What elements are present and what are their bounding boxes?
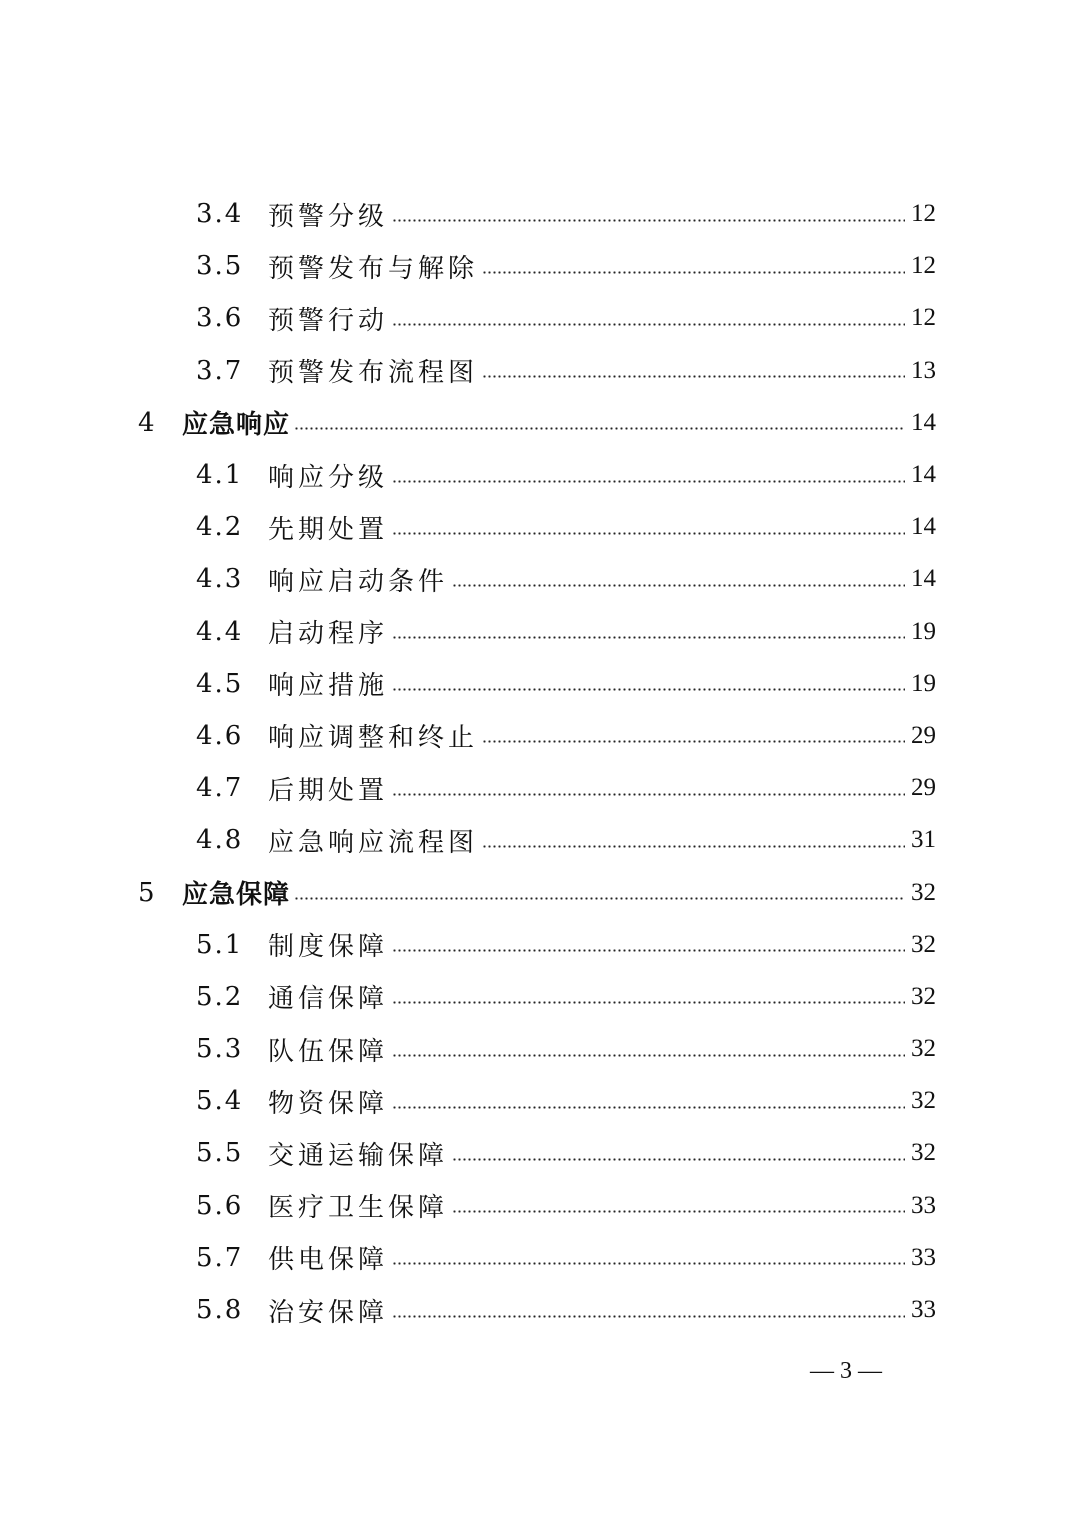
dot-leader [482, 375, 905, 378]
dot-leader [392, 480, 905, 483]
toc-entry-number: 4.6 [196, 720, 244, 751]
page-number: — 3 — [810, 1358, 882, 1384]
dot-leader [392, 219, 905, 222]
toc-entry-page: 32 [911, 1087, 936, 1115]
toc-entry-body [268, 457, 936, 494]
toc-entry-number: 5.4 [196, 1086, 244, 1117]
toc-chapter-title: 应急保障 [182, 880, 291, 911]
toc-entry-title: 启动程序 [268, 619, 389, 650]
dot-leader [294, 897, 905, 900]
toc-entry-body [268, 1031, 936, 1068]
toc-entry-page: 32 [911, 1035, 936, 1063]
toc-entry-number: 3.6 [196, 303, 244, 334]
toc-entry[interactable] [0, 188, 1074, 240]
toc-entry-title: 响应分级 [268, 462, 389, 493]
toc-entry-title: 预警分级 [268, 201, 389, 232]
toc-entry-page: 32 [911, 930, 936, 958]
dot-leader [452, 1210, 905, 1213]
toc-entry-page: 33 [911, 1191, 936, 1219]
toc-entry[interactable] [0, 240, 1074, 292]
toc-entry[interactable] [0, 1180, 1074, 1232]
toc-chapter-body [182, 404, 936, 441]
dot-leader [294, 427, 905, 430]
toc-entry-body [268, 1292, 936, 1329]
dot-leader [482, 740, 905, 743]
toc-entry-number: 4.3 [196, 564, 244, 595]
toc-entry-title: 响应措施 [268, 671, 389, 702]
toc-entry-number: 3.5 [196, 251, 244, 282]
toc-entry-page: 32 [911, 1139, 936, 1167]
toc-entry-number: 4.2 [196, 512, 244, 543]
toc-entry-number: 5.8 [196, 1295, 244, 1326]
toc-entry-body [268, 352, 936, 389]
toc-entry-page: 12 [911, 252, 936, 280]
toc-entry-body [268, 717, 936, 754]
dot-leader [392, 1106, 905, 1109]
dot-leader [392, 323, 905, 326]
toc-entry[interactable] [0, 1127, 1074, 1179]
toc-chapter[interactable] [0, 397, 1074, 449]
toc-entry-body [268, 1239, 936, 1276]
toc-entry-title: 物资保障 [268, 1088, 389, 1119]
toc-entry-number: 4.1 [196, 460, 244, 491]
dot-leader [482, 845, 905, 848]
toc-entry[interactable] [0, 919, 1074, 971]
dot-leader [392, 1262, 905, 1265]
toc-entry-body [268, 196, 936, 233]
toc-entry-body [268, 509, 936, 546]
toc-entry-number: 4.4 [196, 616, 244, 647]
toc-entry-body [268, 665, 936, 702]
dot-leader [482, 271, 905, 274]
toc-entry-page: 29 [911, 774, 936, 802]
toc-entry-page: 14 [911, 565, 936, 593]
dot-leader [392, 1315, 905, 1318]
toc-entry-number: 3.7 [196, 355, 244, 386]
dot-leader [392, 949, 905, 952]
toc-entry-page: 31 [911, 826, 936, 854]
toc-entry-page: 29 [911, 721, 936, 749]
toc-entry-title: 后期处置 [268, 775, 389, 806]
toc-entry-title: 先期处置 [268, 514, 389, 545]
toc-entry-body [268, 1083, 936, 1120]
dot-leader [392, 688, 905, 691]
toc-entry-body [268, 978, 936, 1015]
toc-chapter[interactable] [0, 866, 1074, 918]
toc-chapter-number: 5 [138, 877, 157, 908]
toc-chapter-page: 14 [911, 408, 936, 436]
toc-entry-title: 医疗卫生保障 [268, 1193, 449, 1224]
dot-leader [392, 1001, 905, 1004]
toc-entry-number: 4.7 [196, 773, 244, 804]
toc-entry-title: 治安保障 [268, 1297, 389, 1328]
toc-entry-body [268, 613, 936, 650]
toc-entry[interactable] [0, 606, 1074, 658]
toc-entry-page: 32 [911, 982, 936, 1010]
toc-entry-body [268, 822, 936, 859]
toc-entry-page: 19 [911, 617, 936, 645]
toc-entry-body [268, 561, 936, 598]
dot-leader [392, 793, 905, 796]
toc-entry-title: 预警发布与解除 [268, 253, 479, 284]
toc-entry-page: 14 [911, 461, 936, 489]
toc-entry-body [268, 770, 936, 807]
toc-entry[interactable] [0, 449, 1074, 501]
toc-entry-title: 通信保障 [268, 984, 389, 1015]
toc-entry-body [268, 1135, 936, 1172]
toc-entry[interactable] [0, 501, 1074, 553]
dot-leader [452, 584, 905, 587]
toc-chapter-title: 应急响应 [182, 410, 291, 441]
toc-entry[interactable] [0, 658, 1074, 710]
toc-entry-page: 14 [911, 513, 936, 541]
toc-chapter-page: 32 [911, 878, 936, 906]
toc-entry-title: 预警行动 [268, 305, 389, 336]
toc-entry-page: 19 [911, 669, 936, 697]
toc-entry-number: 5.6 [196, 1190, 244, 1221]
toc-entry-page: 33 [911, 1243, 936, 1271]
toc-entry-page: 13 [911, 356, 936, 384]
dot-leader [392, 1054, 905, 1057]
toc-entry-number: 4.5 [196, 668, 244, 699]
dot-leader [452, 1158, 905, 1161]
toc-entry-page: 33 [911, 1296, 936, 1324]
toc-chapter-number: 4 [138, 407, 157, 438]
toc-entry-title: 队伍保障 [268, 1036, 389, 1067]
toc-entry-title: 交通运输保障 [268, 1140, 449, 1171]
toc-entry[interactable] [0, 1075, 1074, 1127]
toc-entry-body [268, 926, 936, 963]
toc-entry-title: 供电保障 [268, 1245, 389, 1276]
toc-entry-page: 12 [911, 304, 936, 332]
toc-entry[interactable] [0, 1023, 1074, 1075]
toc-entry-number: 4.8 [196, 825, 244, 856]
toc-entry[interactable] [0, 1232, 1074, 1284]
toc-entry-title: 响应启动条件 [268, 566, 449, 597]
dot-leader [392, 532, 905, 535]
toc-chapter-body [182, 874, 936, 911]
toc-entry[interactable] [0, 553, 1074, 605]
toc-entry[interactable] [0, 1284, 1074, 1336]
toc-entry-title: 预警发布流程图 [268, 358, 479, 389]
toc-entry-body [268, 248, 936, 285]
table-of-contents [0, 188, 1074, 1336]
toc-entry-number: 3.4 [196, 199, 244, 230]
toc-entry-body [268, 300, 936, 337]
toc-entry[interactable] [0, 292, 1074, 344]
toc-entry-number: 5.2 [196, 981, 244, 1012]
toc-entry-number: 5.1 [196, 929, 244, 960]
toc-entry[interactable] [0, 814, 1074, 866]
toc-entry-number: 5.5 [196, 1138, 244, 1169]
dot-leader [392, 636, 905, 639]
toc-entry[interactable] [0, 762, 1074, 814]
toc-entry-page: 12 [911, 200, 936, 228]
toc-entry-title: 响应调整和终止 [268, 723, 479, 754]
toc-entry[interactable] [0, 971, 1074, 1023]
toc-entry[interactable] [0, 345, 1074, 397]
toc-entry-number: 5.3 [196, 1034, 244, 1065]
toc-entry-title: 应急响应流程图 [268, 827, 479, 858]
toc-entry-title: 制度保障 [268, 932, 389, 963]
toc-entry-body [268, 1187, 936, 1224]
toc-entry-number: 5.7 [196, 1242, 244, 1273]
toc-entry[interactable] [0, 710, 1074, 762]
